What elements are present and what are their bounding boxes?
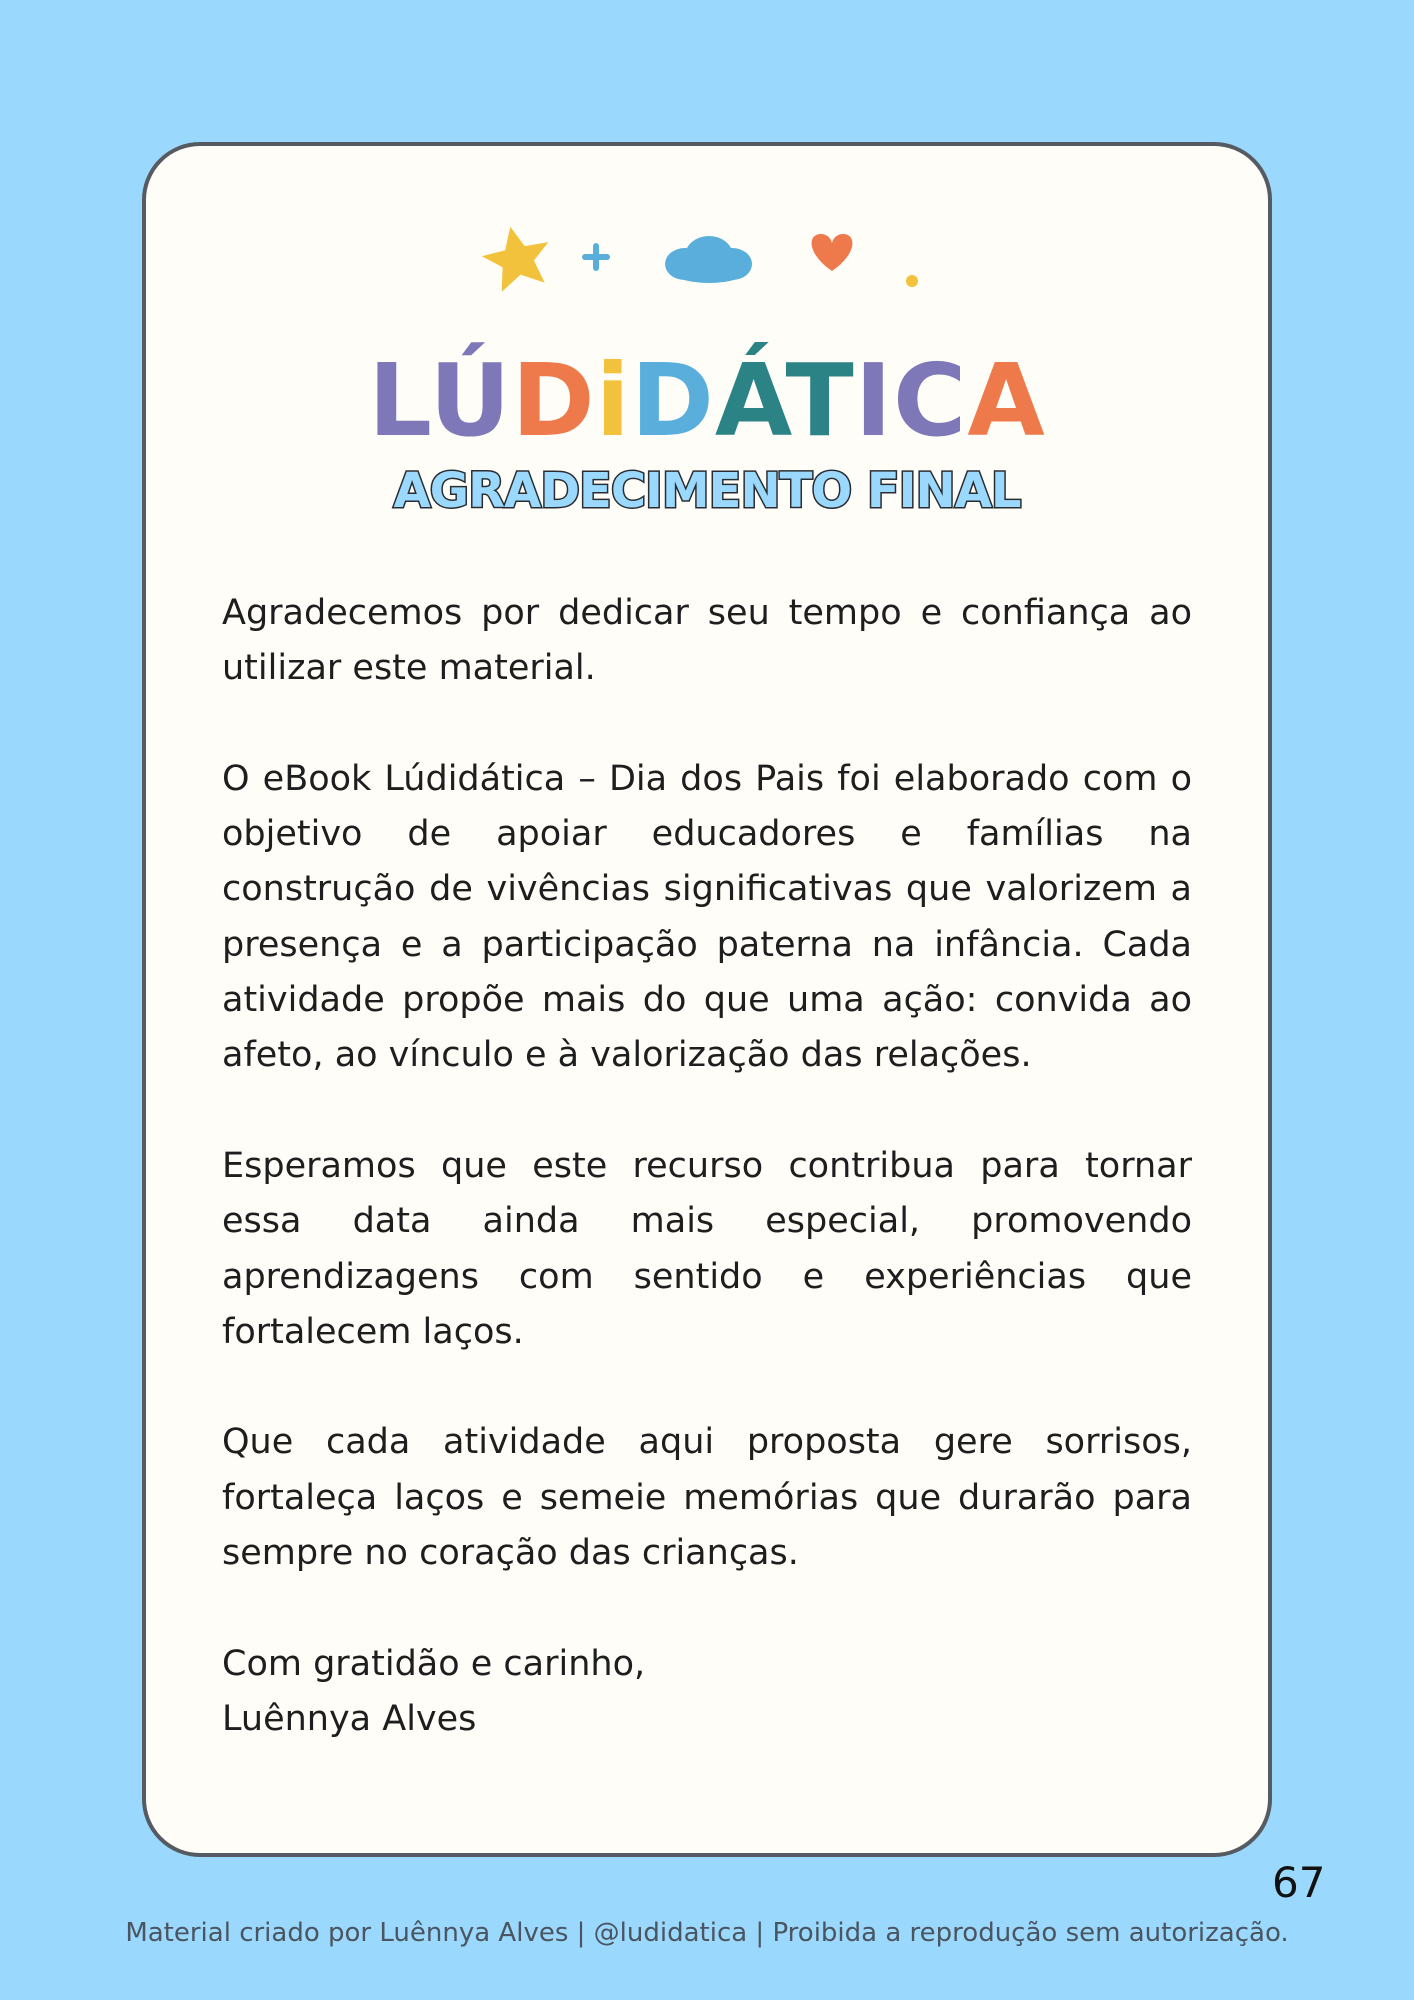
logo-letter: D bbox=[511, 342, 596, 459]
paragraph: Que cada atividade aqui proposta gere sorrisos, fortaleça laços e semeie memórias que durarão para sempre no coração das crianças. bbox=[222, 1422, 1192, 1574]
dot-icon bbox=[906, 275, 918, 287]
logo-letter: Á bbox=[714, 342, 786, 459]
logo-letter: A bbox=[967, 342, 1046, 459]
closing-line: Com gratidão e carinho, bbox=[222, 1643, 646, 1684]
closing-block bbox=[222, 1637, 1192, 1748]
footer-text: Material criado por Luênnya Alves | @ludidatica | Proibida a reprodução sem autorização. bbox=[125, 1918, 1289, 1948]
logo-letter: I bbox=[854, 342, 893, 459]
page-title: AGRADECIMENTO FINAL bbox=[393, 463, 1021, 519]
body-text bbox=[222, 586, 1192, 1747]
content-card bbox=[142, 142, 1272, 1857]
logo-letter: Ú bbox=[429, 342, 512, 459]
logo-decorations bbox=[447, 216, 967, 346]
paragraph: Esperamos que este recurso contribua para tornar essa data ainda mais especial, promovendo aprendizagens com sentido e experiências que fortalecem laços. bbox=[222, 1145, 1192, 1352]
page-number: 67 bbox=[1272, 1858, 1326, 1907]
logo-letter: C bbox=[892, 342, 968, 459]
logo-letter: D bbox=[630, 342, 715, 459]
paragraph: Agradecemos por dedicar seu tempo e confiança ao utilizar este material. bbox=[222, 593, 1192, 689]
logo-letter: L bbox=[368, 342, 430, 459]
heart-icon bbox=[812, 234, 853, 271]
plus-icon bbox=[582, 243, 610, 271]
logo-wordmark bbox=[146, 342, 1268, 459]
paragraph: O eBook Lúdidática – Dia dos Pais foi elaborado com o objetivo de apoiar educadores e famílias na construção de vivências significativas que valorizem a presença e a participação paterna na infância. Cada atividade propõe mais do que uma ação: convida ao afeto, ao vínculo e à valorização das relações. bbox=[222, 758, 1192, 1076]
star-icon bbox=[477, 220, 556, 295]
cloud-icon bbox=[665, 236, 752, 283]
logo-letter: i bbox=[595, 342, 631, 459]
signature-name: Luênnya Alves bbox=[222, 1698, 477, 1739]
logo-letter: T bbox=[785, 342, 855, 459]
ludidatica-logo bbox=[146, 216, 1268, 459]
